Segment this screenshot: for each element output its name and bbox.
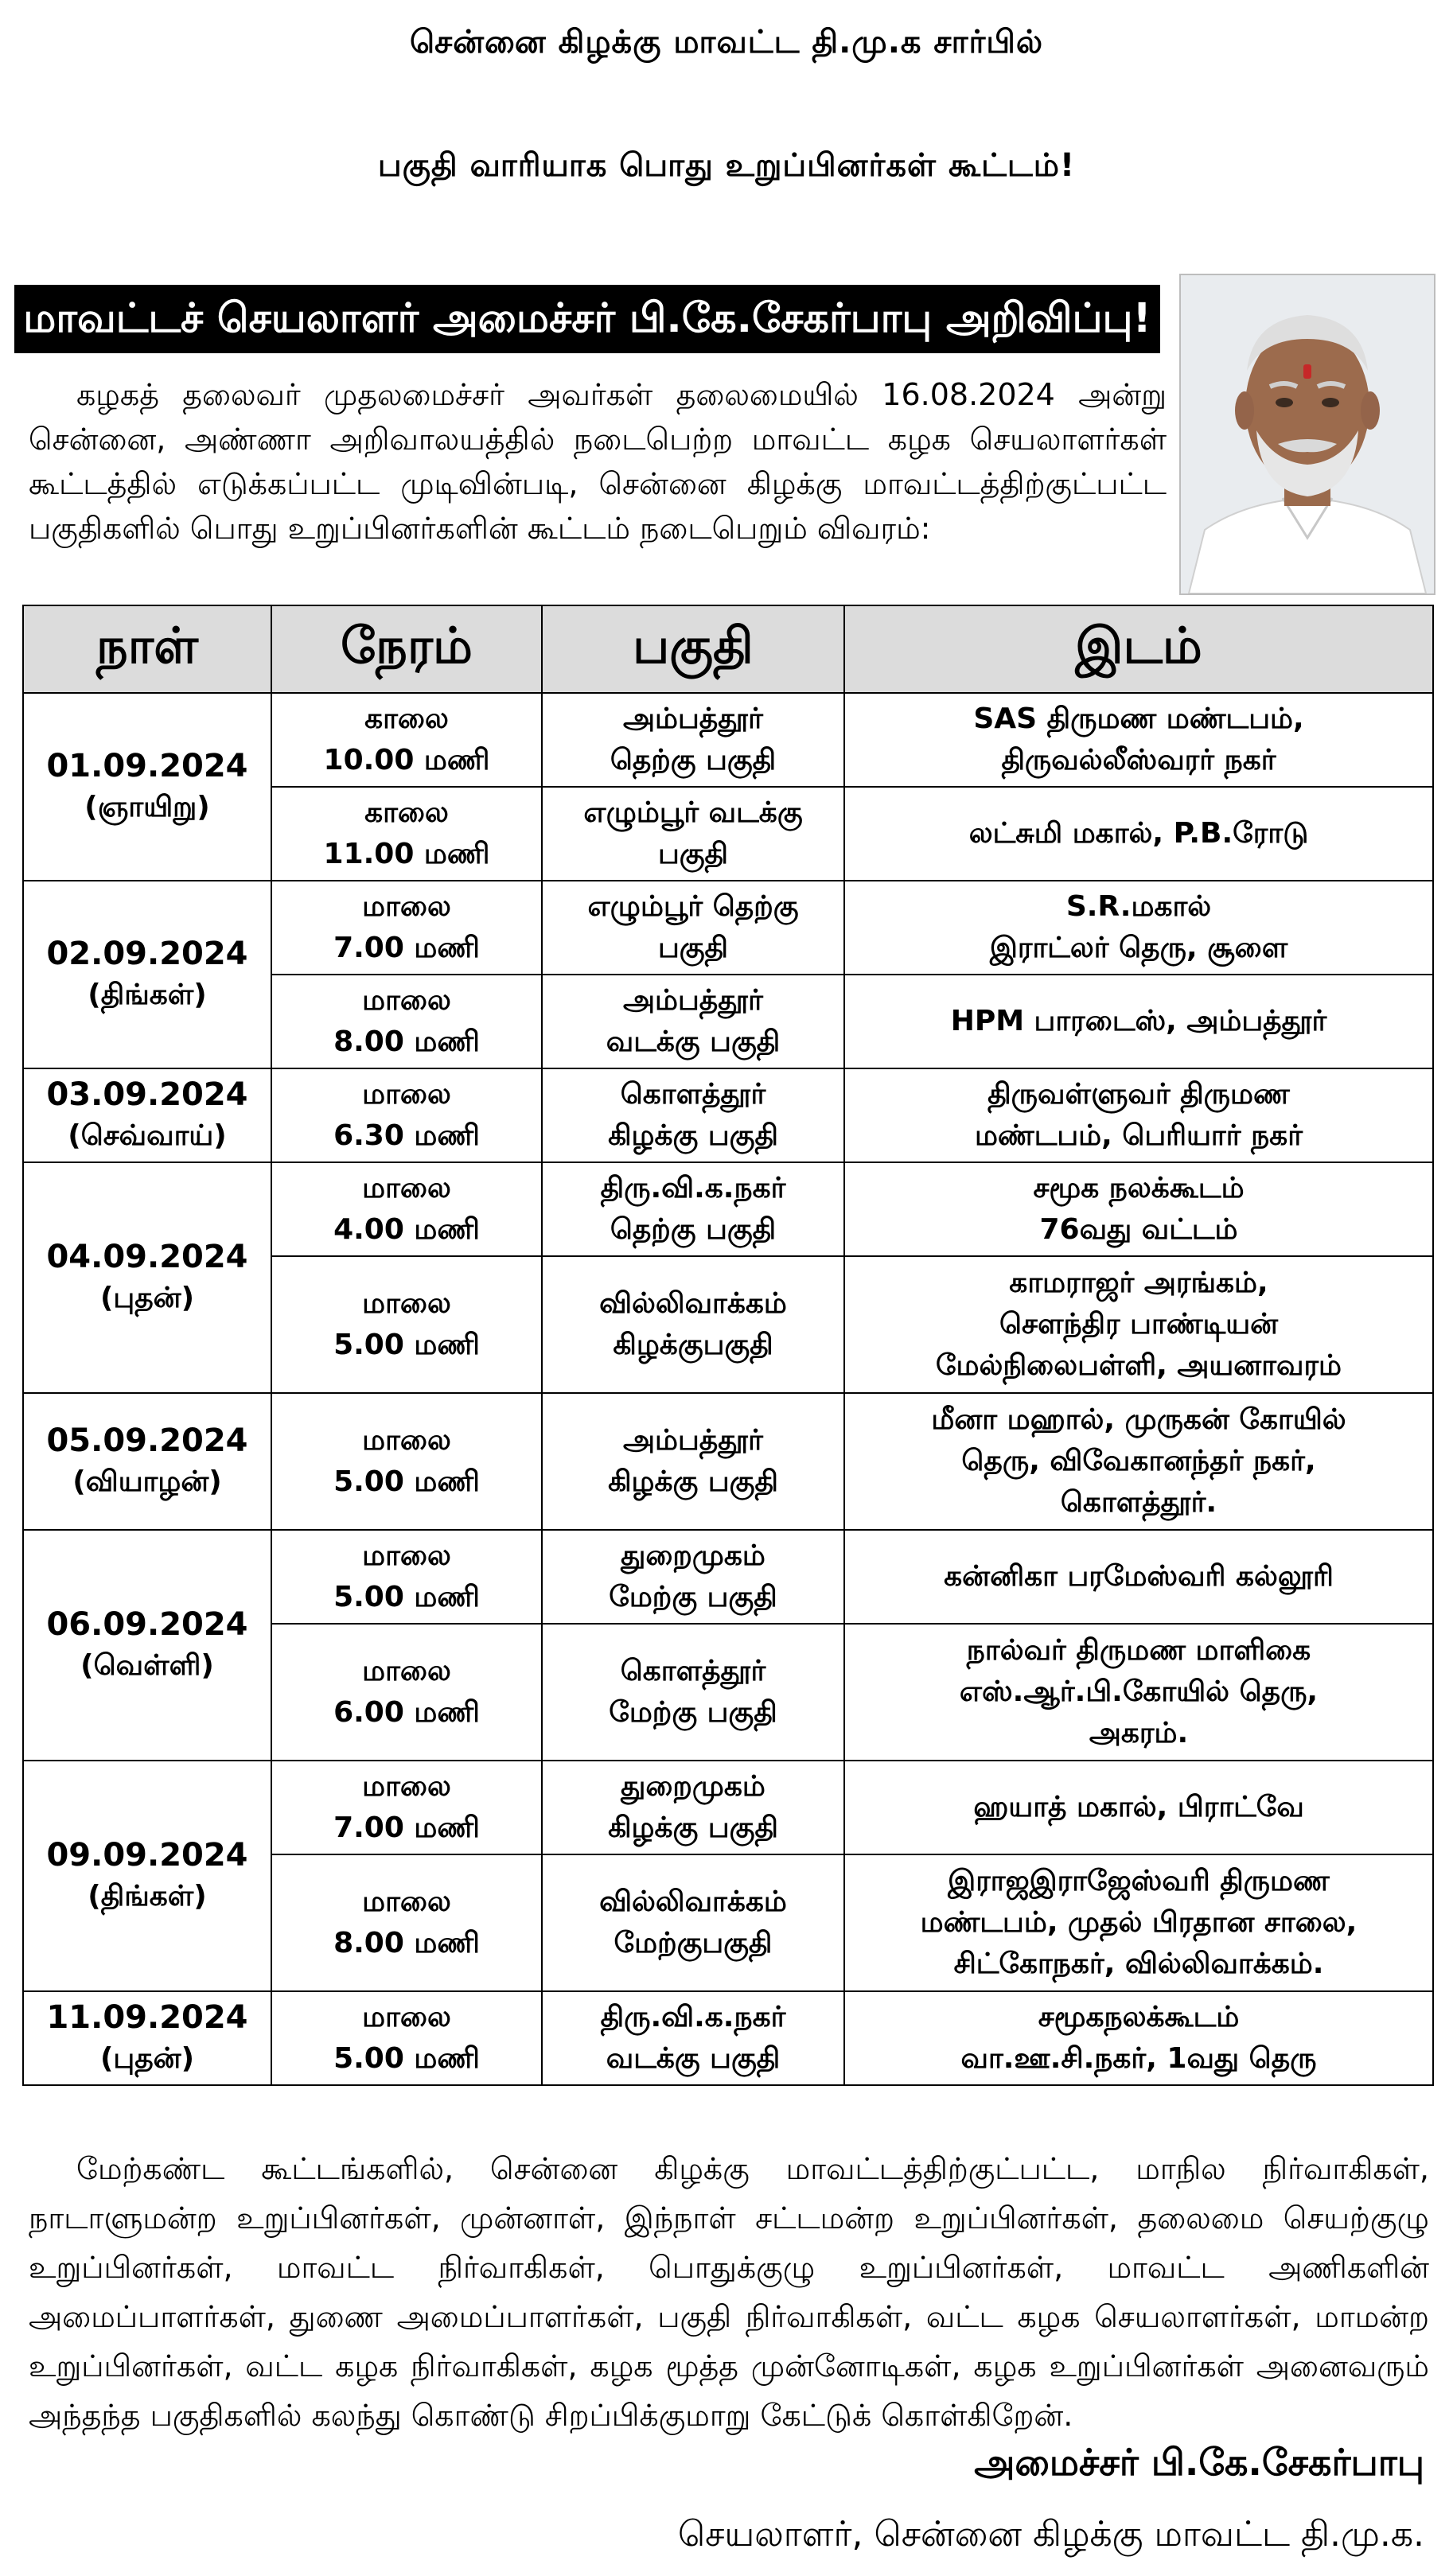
time-value: 5.00 மணி xyxy=(333,1329,480,1361)
day-value: (புதன்) xyxy=(99,1282,195,1314)
area-cell xyxy=(542,1991,844,2085)
area-cell xyxy=(542,975,844,1068)
area-line: கொளத்தூர் xyxy=(620,1078,766,1111)
area-line: அம்பத்தூர் xyxy=(623,702,763,735)
table-row xyxy=(23,1991,1433,2085)
time-value: 5.00 மணி xyxy=(333,2042,480,2075)
venue-line: மண்டபம், பெரியார் நகர் xyxy=(974,1119,1303,1152)
venue-cell xyxy=(844,1761,1433,1854)
venue-line: 76வது வட்டம் xyxy=(1039,1213,1238,1246)
area-line: அம்பத்தூர் xyxy=(623,1424,763,1457)
date-cell xyxy=(23,1068,271,1162)
area-line: துறைமுகம் xyxy=(621,1539,765,1572)
area-cell xyxy=(542,881,844,975)
time-period: மாலை xyxy=(362,1172,451,1204)
time-period: காலை xyxy=(364,702,449,735)
header-area: பகுதி xyxy=(542,605,844,693)
time-value: 7.00 மணி xyxy=(333,1811,480,1844)
date-cell xyxy=(23,693,271,881)
venue-line: மண்டபம், முதல் பிரதான சாலை, xyxy=(920,1906,1358,1939)
area-line: கிழக்குபகுதி xyxy=(613,1329,773,1361)
date-value: 09.09.2024 xyxy=(46,1837,248,1874)
venue-line: சமூகநலக்கூடம் xyxy=(1038,2001,1240,2033)
time-cell xyxy=(271,1162,542,1256)
signature-name: அமைச்சர் பி.கே.சேகர்பாபு xyxy=(974,2441,1424,2484)
venue-cell xyxy=(844,787,1433,881)
venue-line: எஸ்.ஆர்.பி.கோயில் தெரு, xyxy=(959,1675,1319,1708)
table-row xyxy=(23,1530,1433,1624)
time-period: மாலை xyxy=(362,1287,451,1320)
date-cell xyxy=(23,1991,271,2085)
area-cell xyxy=(542,1068,844,1162)
area-cell xyxy=(542,1761,844,1854)
date-cell xyxy=(23,1393,271,1530)
venue-line: லட்சுமி மகால், P.B.ரோடு xyxy=(968,817,1309,850)
announcement-banner: மாவட்டச் செயலாளர் அமைச்சர் பி.கே.சேகர்பாபு அறிவிப்பு! xyxy=(14,285,1160,353)
day-value: (ஞாயிறு) xyxy=(84,791,210,823)
headline-line-1: சென்னை கிழக்கு மாவட்ட தி.மு.க சார்பில் xyxy=(409,24,1044,60)
closing-text: மேற்கண்ட கூட்டங்களில், சென்னை கிழக்கு மாவட்டத்திற்குட்பட்ட, மாநில நிர்வாகிகள், நாடாளுமன்ற உறுப்பினர்கள், முன்னாள், இந்நாள் சட்டமன்ற உறுப்பினர்கள், தலைமை செயற்குழு உறுப்பினர்கள், மாவட்ட நிர்வாகிகள், பொதுக்குழு உறுப்பினர்கள், மாவட்ட அணிகளின் அமைப்பாளர்கள், துணை அமைப்பாளர்கள், பகுதி நிர்வாகிகள், வட்ட கழக செயலாளர்கள், மாமன்ற உறுப்பினர்கள், வட்ட கழக நிர்வாகிகள், கழக மூத்த முன்னோடிகள், கழக உறுப்பினர்கள் அனைவரும் அந்தந்த பகுதிகளில் கலந்து கொண்டு சிறப்பிக்குமாறு கேட்டுக் கொள்கிறேன். xyxy=(29,2151,1429,2433)
venue-line: சௌந்திர பாண்டியன் xyxy=(999,1308,1278,1341)
time-value: 5.00 மணி xyxy=(333,1581,480,1613)
time-period: மாலை xyxy=(362,2001,451,2033)
time-period: மாலை xyxy=(362,890,451,923)
venue-line: நால்வர் திருமண மாளிகை xyxy=(966,1634,1311,1667)
area-line: மேற்கு பகுதி xyxy=(609,1581,777,1613)
time-value: 5.00 மணி xyxy=(333,1465,480,1498)
area-line: கொளத்தூர் xyxy=(620,1655,766,1687)
secretary-portrait xyxy=(1179,274,1435,595)
venue-cell xyxy=(844,881,1433,975)
time-period: மாலை xyxy=(362,1424,451,1457)
time-period: மாலை xyxy=(362,1655,451,1687)
area-line: திரு.வி.க.நகர் xyxy=(600,1172,786,1204)
date-cell xyxy=(23,1162,271,1393)
table-row xyxy=(23,881,1433,975)
portrait-illustration xyxy=(1181,275,1434,593)
venue-line: காமராஜர் அரங்கம், xyxy=(1009,1267,1268,1299)
time-value: 8.00 மணி xyxy=(333,1927,480,1959)
date-cell xyxy=(23,1530,271,1761)
table-row xyxy=(23,1068,1433,1162)
area-cell xyxy=(542,1256,844,1393)
venue-cell xyxy=(844,975,1433,1068)
venue-cell xyxy=(844,1991,1433,2085)
table-row xyxy=(23,1393,1433,1530)
area-line: திரு.வி.க.நகர் xyxy=(600,2001,786,2033)
intro-text: கழகத் தலைவர் முதலமைச்சர் அவர்கள் தலைமையில் 16.08.2024 அன்று சென்னை, அண்ணா அறிவாலயத்தில் நடைபெற்ற மாவட்ட கழக செயலாளர்கள் கூட்டத்தில் எடுக்கப்பட்ட முடிவின்படி, சென்னை கிழக்கு மாவட்டத்திற்குட்பட்ட பகுதிகளில் பொது உறுப்பினர்களின் கூட்டம் நடைபெறும் விவரம்: xyxy=(29,377,1167,546)
venue-cell xyxy=(844,1624,1433,1761)
signature-role: செயலாளர், சென்னை கிழக்கு மாவட்ட தி.மு.க. xyxy=(677,2514,1424,2555)
venue-line: ஹயாத் மகால், பிராட்வே xyxy=(973,1791,1304,1823)
schedule-table xyxy=(22,605,1434,2086)
area-cell xyxy=(542,1854,844,1991)
area-line: வடக்கு பகுதி xyxy=(606,2042,781,2075)
area-line: பகுதி xyxy=(657,838,729,870)
headline-line-2: பகுதி வாரியாக பொது உறுப்பினர்கள் கூட்டம்! xyxy=(377,147,1076,184)
time-cell xyxy=(271,787,542,881)
area-line: வில்லிவாக்கம் xyxy=(599,1287,787,1320)
venue-line: SAS திருமண மண்டபம், xyxy=(973,702,1304,735)
time-value: 4.00 மணி xyxy=(333,1213,480,1246)
time-value: 11.00 மணி xyxy=(323,838,490,870)
header-date: நாள் xyxy=(23,605,271,693)
area-line: பகுதி xyxy=(657,932,729,964)
area-cell xyxy=(542,693,844,787)
venue-cell xyxy=(844,693,1433,787)
time-cell xyxy=(271,693,542,787)
time-value: 6.00 மணி xyxy=(333,1696,480,1729)
time-period: மாலை xyxy=(362,1078,451,1111)
date-value: 05.09.2024 xyxy=(46,1422,248,1459)
table-row xyxy=(23,1761,1433,1854)
venue-line: சிட்கோநகர், வில்லிவாக்கம். xyxy=(953,1948,1324,1980)
time-cell xyxy=(271,1854,542,1991)
area-line: மேற்குபகுதி xyxy=(614,1927,773,1959)
area-cell xyxy=(542,1393,844,1530)
intro-paragraph xyxy=(29,372,1167,551)
venue-line: வா.ஊ.சி.நகர், 1வது தெரு xyxy=(960,2042,1317,2075)
venue-cell xyxy=(844,1068,1433,1162)
venue-cell xyxy=(844,1854,1433,1991)
venue-cell xyxy=(844,1256,1433,1393)
area-line: தெற்கு பகுதி xyxy=(610,744,777,776)
time-cell xyxy=(271,1624,542,1761)
day-value: (திங்கள்) xyxy=(88,979,207,1011)
date-value: 04.09.2024 xyxy=(46,1239,248,1275)
area-cell xyxy=(542,1530,844,1624)
time-value: 8.00 மணி xyxy=(333,1025,480,1058)
time-period: மாலை xyxy=(362,1885,451,1918)
time-period: மாலை xyxy=(362,1770,451,1803)
time-period: மாலை xyxy=(362,1539,451,1572)
time-cell xyxy=(271,1991,542,2085)
day-value: (செவ்வாய்) xyxy=(68,1119,227,1152)
venue-cell xyxy=(844,1530,1433,1624)
day-value: (வெள்ளி) xyxy=(80,1649,214,1682)
day-value: (திங்கள்) xyxy=(88,1880,207,1913)
area-cell xyxy=(542,1162,844,1256)
venue-cell xyxy=(844,1162,1433,1256)
time-value: 6.30 மணி xyxy=(333,1119,480,1152)
area-line: துறைமுகம் xyxy=(621,1770,765,1803)
date-cell xyxy=(23,881,271,1068)
area-line: எழும்பூர் வடக்கு xyxy=(583,796,803,829)
venue-line: கொளத்தூர். xyxy=(1060,1486,1217,1519)
time-value: 10.00 மணி xyxy=(323,744,490,776)
time-period: மாலை xyxy=(362,984,451,1017)
day-value: (வியாழன்) xyxy=(72,1465,222,1498)
venue-line: கன்னிகா பரமேஸ்வரி கல்லூரி xyxy=(944,1560,1334,1593)
area-cell xyxy=(542,1624,844,1761)
venue-line: மேல்நிலைபள்ளி, அயனாவரம் xyxy=(935,1349,1342,1382)
date-value: 03.09.2024 xyxy=(46,1076,248,1113)
time-cell xyxy=(271,975,542,1068)
header-time: நேரம் xyxy=(271,605,542,693)
time-cell xyxy=(271,1393,542,1530)
time-cell xyxy=(271,1256,542,1393)
day-value: (புதன்) xyxy=(99,2042,195,2075)
time-period: காலை xyxy=(364,796,449,829)
area-line: கிழக்கு பகுதி xyxy=(608,1811,778,1844)
area-line: அம்பத்தூர் xyxy=(623,984,763,1017)
date-value: 02.09.2024 xyxy=(46,936,248,972)
venue-line: தெரு, விவேகானந்தர் நகர், xyxy=(961,1445,1316,1477)
area-line: எழும்பூர் தெற்கு xyxy=(587,890,799,923)
area-line: கிழக்கு பகுதி xyxy=(608,1119,778,1152)
venue-line: சமூக நலக்கூடம் xyxy=(1033,1172,1245,1204)
venue-line: திருவள்ளுவர் திருமண xyxy=(987,1078,1290,1111)
table-row xyxy=(23,693,1433,787)
schedule-header-row xyxy=(23,605,1433,693)
area-line: வடக்கு பகுதி xyxy=(606,1025,781,1058)
time-cell xyxy=(271,881,542,975)
header-venue: இடம் xyxy=(844,605,1433,693)
time-cell xyxy=(271,1761,542,1854)
area-line: வில்லிவாக்கம் xyxy=(599,1885,787,1918)
table-row xyxy=(23,1162,1433,1256)
venue-line: இராட்லர் தெரு, சூளை xyxy=(989,932,1288,964)
venue-line: மீனா மஹால், முருகன் கோயில் xyxy=(931,1403,1346,1436)
date-value: 01.09.2024 xyxy=(46,748,248,784)
venue-line: இராஜஇராஜேஸ்வரி திருமண xyxy=(948,1865,1330,1897)
venue-line: அகரம். xyxy=(1089,1717,1189,1749)
area-line: கிழக்கு பகுதி xyxy=(608,1465,778,1498)
area-line: மேற்கு பகுதி xyxy=(609,1696,777,1729)
closing-paragraph xyxy=(29,2144,1429,2440)
venue-line: S.R.மகால் xyxy=(1065,890,1212,923)
venue-cell xyxy=(844,1393,1433,1530)
area-line: தெற்கு பகுதி xyxy=(610,1213,777,1246)
venue-line: HPM பாரடைஸ், அம்பத்தூர் xyxy=(950,1005,1327,1037)
date-cell xyxy=(23,1761,271,1991)
area-cell xyxy=(542,787,844,881)
time-value: 7.00 மணி xyxy=(333,932,480,964)
date-value: 11.09.2024 xyxy=(46,1999,248,2036)
time-cell xyxy=(271,1068,542,1162)
date-value: 06.09.2024 xyxy=(46,1606,248,1643)
venue-line: திருவல்லீஸ்வரர் நகர் xyxy=(1001,744,1276,776)
time-cell xyxy=(271,1530,542,1624)
